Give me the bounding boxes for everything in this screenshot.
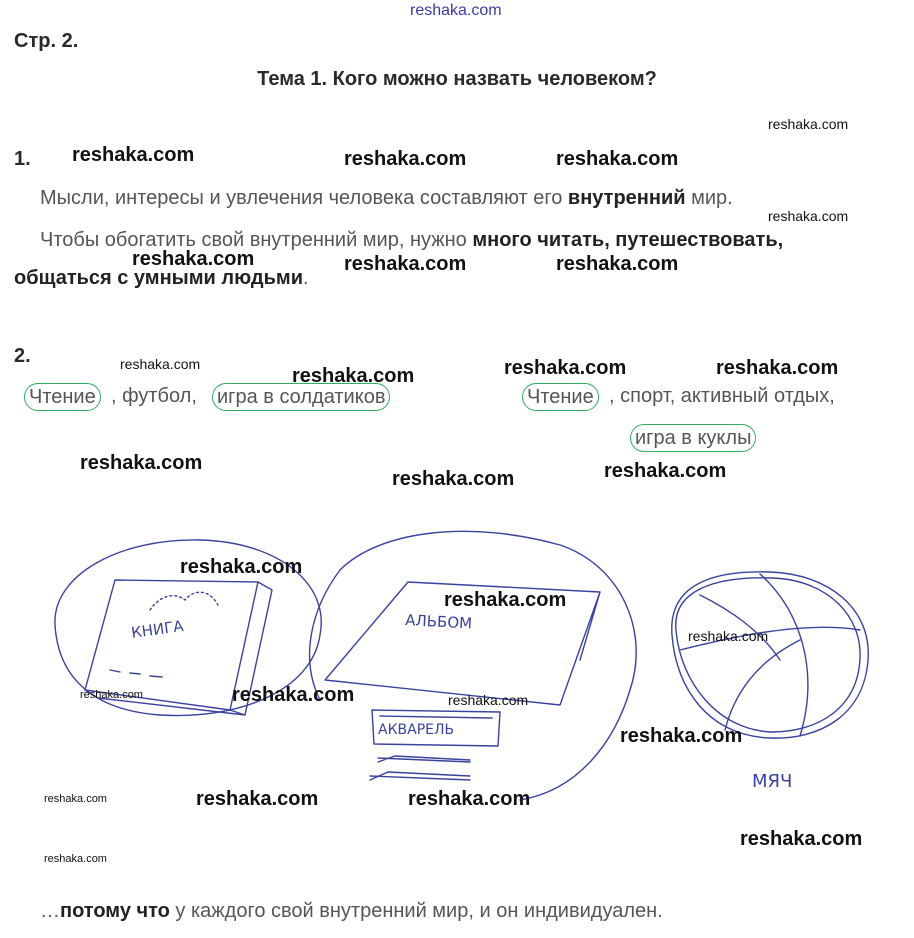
topic-title: Тема 1. Кого можно назвать человеком? — [257, 68, 657, 90]
watermark: reshaka.com — [740, 828, 863, 850]
watermark: reshaka.com — [44, 853, 107, 865]
watermark: reshaka.com — [80, 452, 203, 474]
ball-label: МЯЧ — [752, 771, 793, 792]
circled-answer-reading-left: Чтение — [24, 383, 101, 411]
circled-answer-reading-right: Чтение — [522, 383, 599, 411]
watermark: reshaka.com — [504, 357, 627, 379]
watermark: reshaka.com — [556, 253, 679, 275]
task1-sentence1: Мысли, интересы и увлечения человека составляют его внутренний мир. — [40, 187, 733, 209]
hand-drawings — [0, 500, 914, 810]
watermark: reshaka.com — [72, 144, 195, 166]
watermark: reshaka.com — [448, 692, 529, 708]
brush-icon-2 — [370, 772, 470, 780]
watermark: reshaka.com — [180, 556, 303, 578]
watermark: reshaka.com — [620, 725, 743, 747]
task1-number: 1. — [14, 148, 31, 170]
watermark: reshaka.com — [444, 589, 567, 611]
watermark: reshaka.com — [344, 148, 467, 170]
watermark: reshaka.com — [688, 628, 769, 644]
watermark: reshaka.com — [44, 793, 107, 805]
task1-sentence2-line1: Чтобы обогатить свой внутренний мир, нужно много читать, путешествовать, — [40, 229, 784, 251]
watermark: reshaka.com — [132, 248, 255, 270]
watermark: reshaka.com — [604, 460, 727, 482]
watermark: reshaka.com — [716, 357, 839, 379]
watermark: reshaka.com — [392, 468, 515, 490]
watermark: reshaka.com — [80, 689, 143, 701]
page-number: Стр. 2. — [14, 30, 79, 52]
album-label: АЛЬБОМ — [404, 611, 473, 633]
watermark: reshaka.com — [768, 208, 849, 224]
watermark: reshaka.com — [408, 788, 531, 810]
watermark: reshaka.com — [344, 253, 467, 275]
answer-sport-active-rest: , спорт, активный отдых, — [609, 385, 835, 407]
header-watermark: reshaka.com — [410, 2, 502, 19]
watermark: reshaka.com — [196, 788, 319, 810]
watermark: reshaka.com — [120, 356, 201, 372]
circled-answer-dolls: игра в куклы — [630, 424, 756, 452]
task1-sentence2-line2: общаться с умными людьми. — [14, 267, 309, 289]
paints-label: АКВАРЕЛЬ — [378, 722, 455, 738]
task2-number: 2. — [14, 345, 31, 367]
watermark: reshaka.com — [768, 116, 849, 132]
ball-icon — [672, 572, 869, 738]
answer-football: , футбол, — [111, 385, 197, 407]
circled-answer-toy-soldiers: игра в солдатиков — [212, 383, 390, 411]
watermark: reshaka.com — [292, 365, 415, 387]
brush-icon-1 — [378, 756, 470, 762]
book-label: КНИГА — [130, 616, 185, 642]
watermark: reshaka.com — [556, 148, 679, 170]
watermark: reshaka.com — [232, 684, 355, 706]
conclusion-sentence: …потому что у каждого свой внутренний мир, и он индивидуален. — [40, 900, 663, 922]
